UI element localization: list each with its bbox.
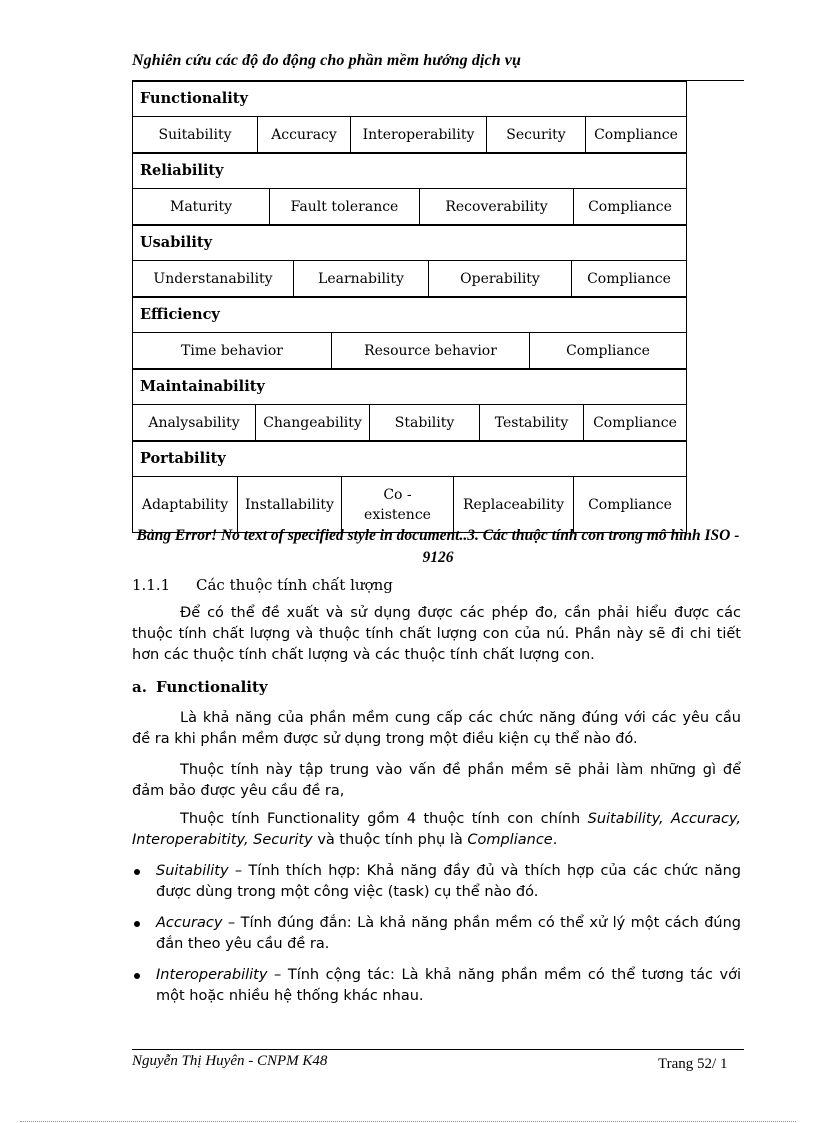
subsection-title: Functionality (156, 678, 268, 696)
section-heading (132, 576, 393, 594)
subattribute-row (133, 332, 686, 368)
bullet-text: – Tính cộng tác: Là khả năng phần mềm có thể tương tác với một hoặc nhiều hệ thống khác nhau. (156, 967, 741, 1004)
subattribute-cell: Suitability (158, 126, 232, 143)
page-header-title: Nghiên cứu các độ đo động cho phần mềm hướng dịch vụ (132, 52, 521, 69)
footer-page-number: Trang 52/ 1 (658, 1056, 728, 1072)
bullet-term: Interoperability (156, 967, 268, 983)
intro-paragraph: Để có thể đề xuất và sử dụng được các phép đo, cần phải hiểu được các thuộc tính chất lượng và thuộc tính chất lượng con của nú. Phần này sẽ đi chi tiết hơn các thuộc tính chất lượng và các thuộc tính chất lượng con. (132, 605, 741, 663)
subattribute-cell: Analysability (148, 414, 240, 431)
group-header-usability: Usability (133, 224, 686, 260)
table-caption: Bảng Error! No text of specified style in document..3. Các thuộc tính con trong mô hình ISO - 9126 (136, 527, 740, 566)
subattribute-cell: Accuracy (257, 117, 350, 152)
subattribute-cell: Compliance (571, 261, 686, 296)
subattribute-cell: Learnability (293, 261, 428, 296)
footer-divider (132, 1049, 744, 1050)
paragraph-focus: Thuộc tính này tập trung vào vấn đề phần mềm sẽ phải làm những gì để đảm bảo được yêu cầu đề ra, (132, 762, 741, 799)
group-header-reliability: Reliability (133, 152, 686, 188)
subattribute-row (133, 116, 686, 152)
subattribute-row (133, 404, 686, 440)
subattribute-cell: Time behavior (181, 342, 283, 359)
bullet-term: Accuracy (156, 915, 223, 931)
subattribute-cell: Recoverability (419, 189, 573, 224)
paragraph-end: . (552, 832, 558, 848)
paragraph-prefix: Thuộc tính Functionality gồm 4 thuộc tính con chính (180, 811, 588, 827)
subattribute-cell: Maturity (169, 198, 233, 215)
subattribute-cell: Co - existence (341, 477, 453, 532)
section-number: 1.1.1 (132, 576, 171, 594)
subattribute-cell: Compliance (573, 477, 686, 532)
paragraph-subattributes (132, 809, 741, 851)
subattribute-cell: Installability (237, 477, 341, 532)
subattribute-cell: Interoperability (350, 117, 486, 152)
subattribute-cell: Changeability (255, 405, 369, 440)
bullet-item-accuracy (132, 913, 741, 955)
subattribute-cell: Replaceability (453, 477, 573, 532)
subattribute-cell: Stability (369, 405, 479, 440)
subattribute-row (133, 476, 686, 532)
bullet-item-interoperability (132, 965, 741, 1007)
subattribute-cell: Compliance (573, 189, 686, 224)
footer-author: Nguyễn Thị Huyên - CNPM K48 (132, 1053, 328, 1069)
subattribute-row (133, 260, 686, 296)
bullet-icon (134, 973, 140, 979)
subattribute-row (133, 188, 686, 224)
subattribute-cell: Operability (428, 261, 571, 296)
group-header-portability: Portability (133, 440, 686, 476)
subattribute-cell: Understanability (153, 270, 273, 287)
paragraph-compliance: Compliance (467, 832, 553, 848)
group-header-maintainability: Maintainability (133, 368, 686, 404)
paragraph-middle: và thuộc tính phụ là (312, 832, 468, 848)
subattribute-cell: Adaptability (141, 496, 229, 513)
bullet-item-suitability (132, 861, 741, 903)
paragraph-terms: Suitability, Accuracy, Interoperabitity, Security (132, 811, 741, 848)
page-bottom-border (20, 1121, 796, 1122)
bullet-icon (134, 921, 140, 927)
bullet-list (132, 861, 741, 1007)
bullet-text: – Tính thích hợp: Khả năng đầy đủ và thích hợp của các chức năng được dùng trong một công việc (task) cụ thể nào đó. (156, 863, 741, 900)
group-header-efficiency: Efficiency (133, 296, 686, 332)
subattribute-cell: Fault tolerance (269, 189, 419, 224)
bullet-icon (134, 869, 140, 875)
subattribute-cell: Compliance (585, 117, 686, 152)
section-title: Các thuộc tính chất lượng (196, 576, 393, 594)
subsection-letter: a. (132, 678, 147, 696)
subattribute-cell: Compliance (583, 405, 686, 440)
group-header-functionality: Functionality (140, 90, 248, 107)
iso-9126-table (132, 81, 687, 533)
bullet-text: – Tính đúng đắn: Là khả năng phần mềm có thể xử lý một cách đúng đắn theo yêu cầu đề ra. (156, 915, 741, 952)
paragraph-definition: Là khả năng của phần mềm cung cấp các chức năng đúng với các yêu cầu đề ra khi phần mềm được sử dụng trong một điều kiện cụ thể nào đó. (132, 710, 741, 747)
subattribute-cell: Compliance (529, 333, 686, 368)
bullet-term: Suitability (156, 863, 229, 879)
subattribute-cell: Testability (479, 405, 583, 440)
subsection-heading (132, 678, 268, 696)
subattribute-cell: Resource behavior (331, 333, 529, 368)
subattribute-cell: Security (486, 117, 585, 152)
